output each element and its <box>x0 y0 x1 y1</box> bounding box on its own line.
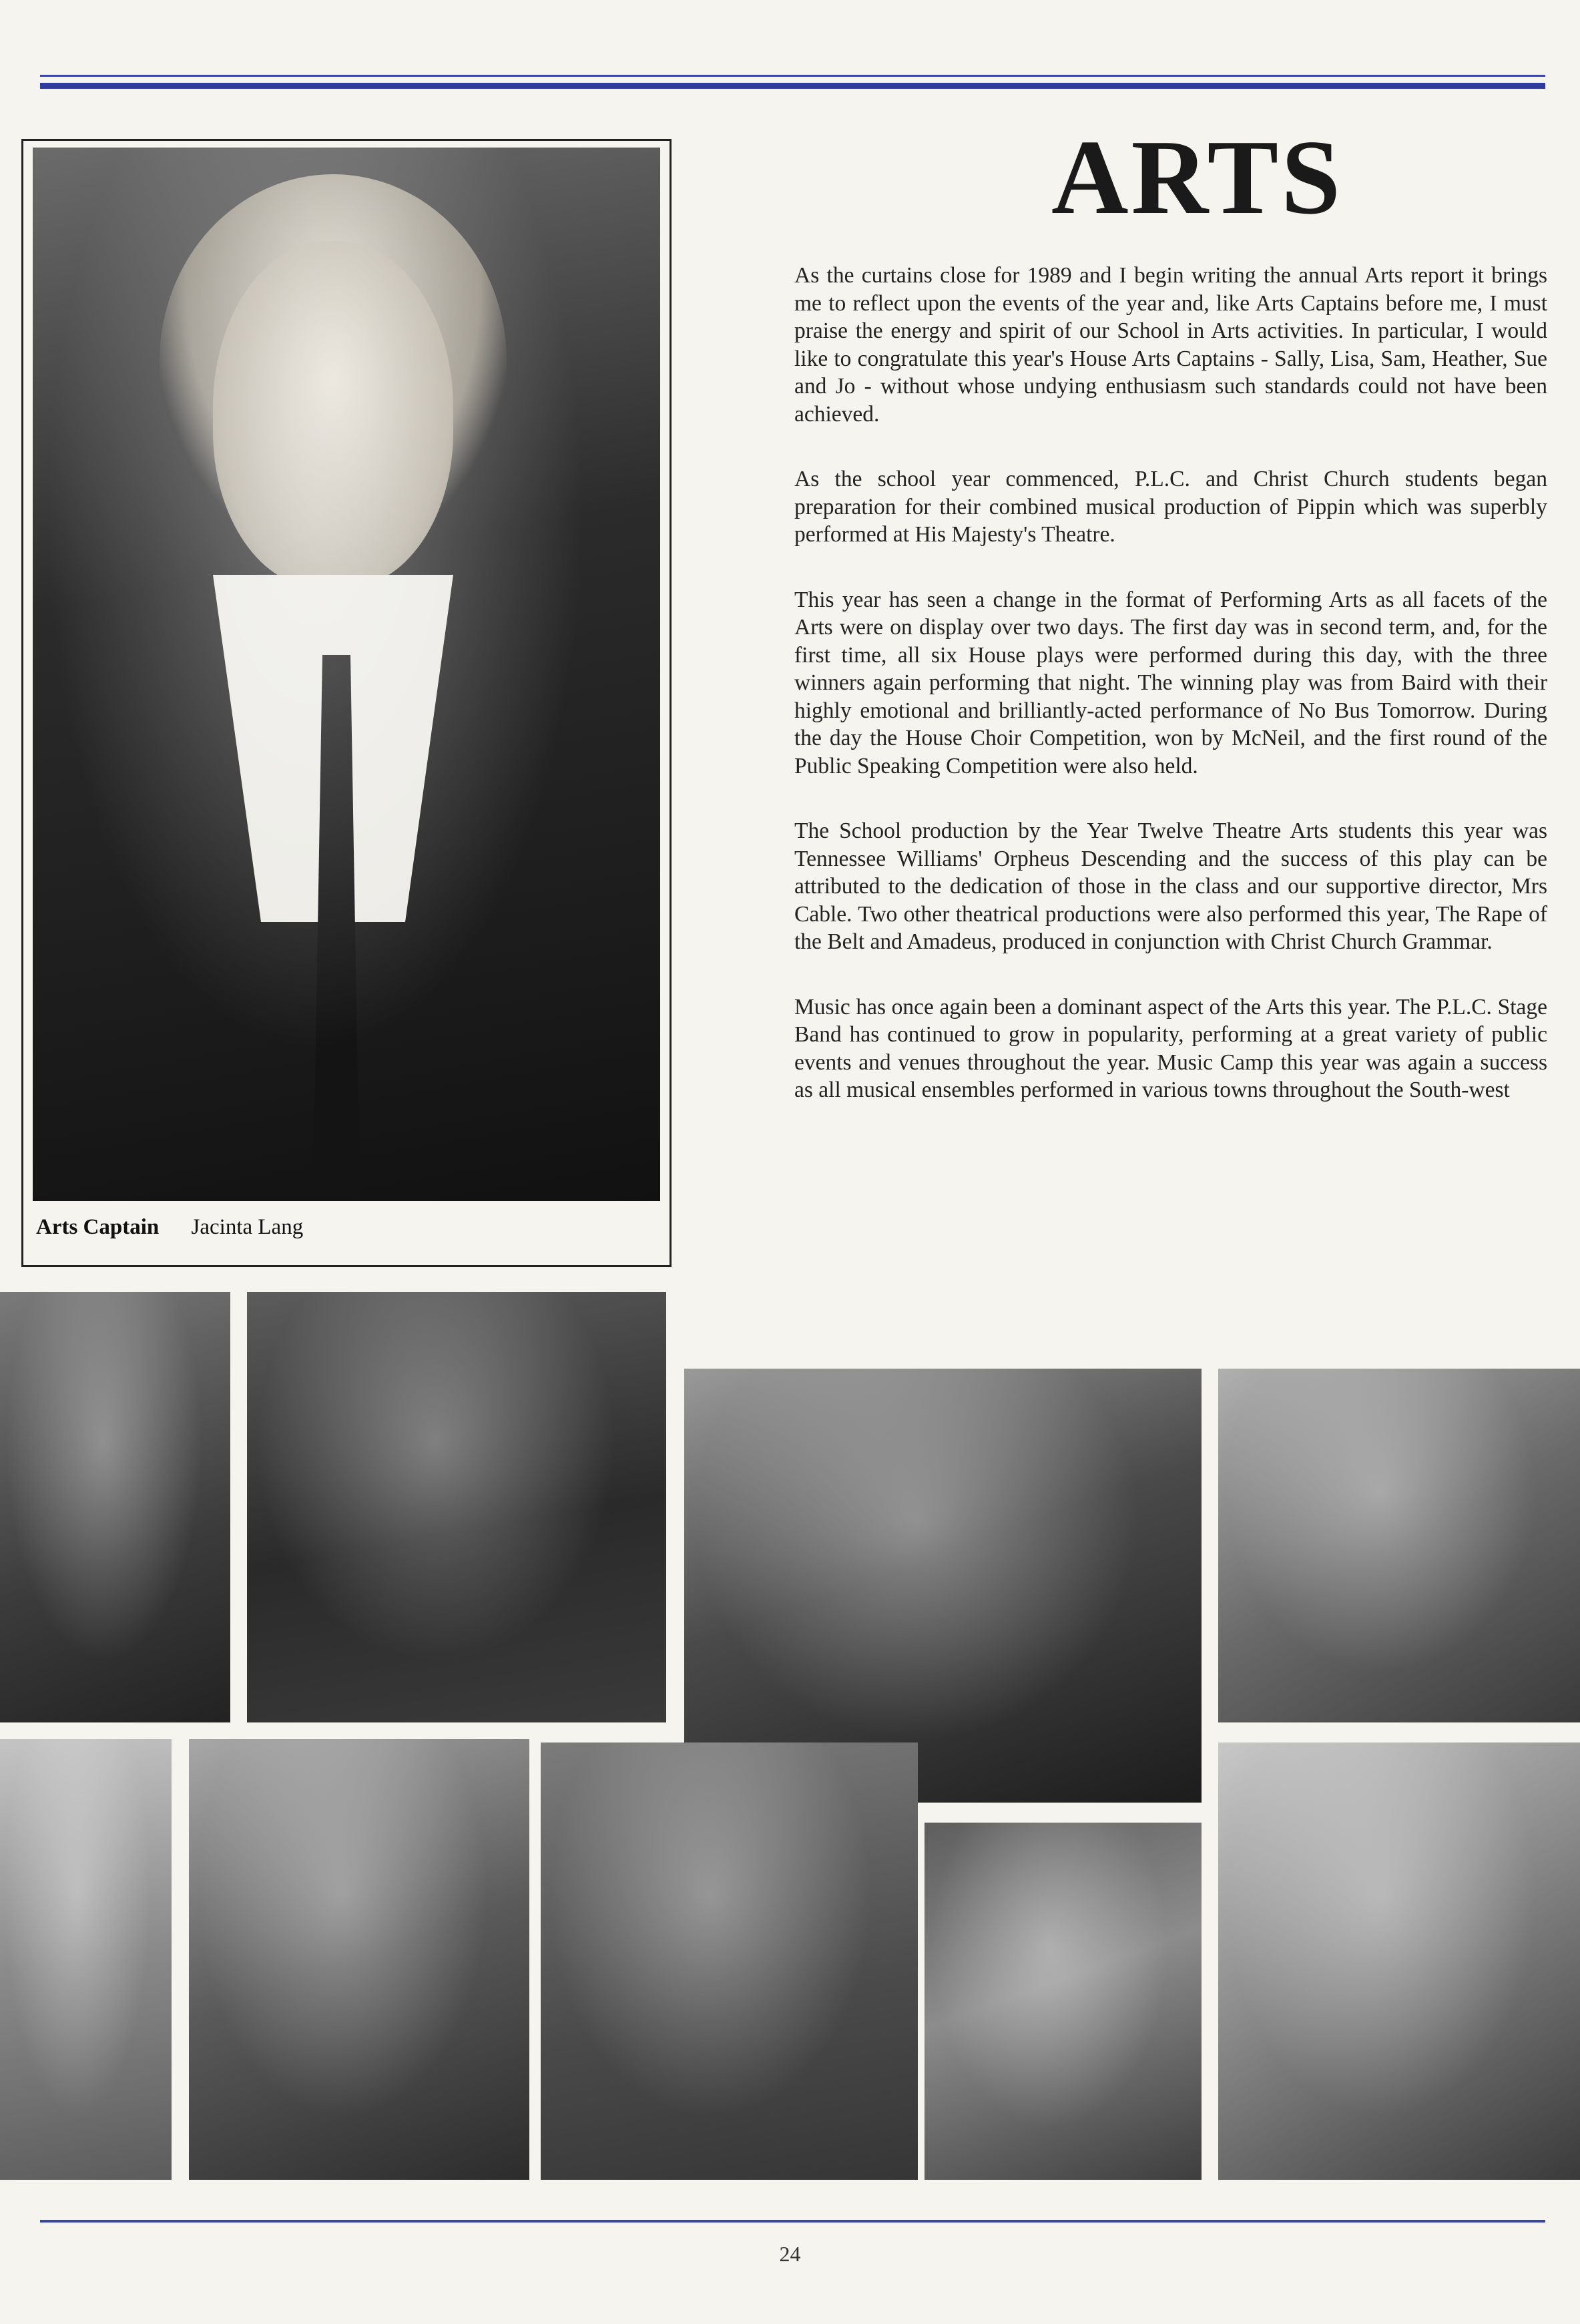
portrait-caption <box>36 1215 303 1240</box>
caption-role: Arts Captain <box>36 1215 160 1239</box>
page-number: 24 <box>779 2242 801 2266</box>
article-paragraph: Music has once again been a dominant aspect of the Arts this year. The P.L.C. Stage Band has continued to grow in popularity, performing at a great variety of public events and venues throughout the year. Music Camp this year was again a success as all musical ensembles performed in various towns throughout the South-west <box>794 994 1547 1102</box>
photo-dancers-stage-light <box>247 1292 666 1722</box>
photo-dancers-stage <box>247 1292 666 1722</box>
photo-dancer-leap-light <box>0 1292 230 1722</box>
photo-makeup-mirror-light <box>1218 1369 1580 1722</box>
portrait-light <box>33 148 660 1201</box>
photo-makeup-mirror <box>1218 1369 1580 1722</box>
photo-face-paint-light <box>925 1823 1202 2180</box>
article-paragraph: This year has seen a change in the format of Performing Arts as all facets of the Arts were on display over two days. The first day was in second term, and, for the first time, all six House plays were performed during this day, with the three winners again performing that night. The winning play was from Baird with their highly emotional and brilliantly-acted performance of No Bus Tomorrow. During the day the House Choir Competition, won by McNeil, and the first round of the Public Speaking Competition were also held. <box>794 587 1547 778</box>
photo-ballet-dancer <box>541 1742 918 2180</box>
photo-trombone-players <box>684 1369 1202 1803</box>
photo-painting-student-light <box>1218 1742 1580 2180</box>
caption-name: Jacinta Lang <box>191 1215 304 1239</box>
article-paragraph: The School production by the Year Twelve Theatre Arts students this year was Tennessee Williams' Orpheus Descending and the success of this play can be attributed to the dedication of those in the class and our supportive director, Mrs Cable. Two other theatrical productions were also performed this year, The Rape of the Belt and Amadeus, produced in conjunction with Christ Church Grammar. <box>794 819 1547 954</box>
photo-artwork-viewers-light <box>189 1739 529 2180</box>
photo-gym-performers <box>0 1739 172 2180</box>
top-rule-thick <box>40 83 1545 89</box>
bottom-rule <box>40 2220 1545 2223</box>
portrait-frame <box>21 139 672 1267</box>
top-rule-thin <box>40 75 1545 77</box>
photo-ballet-dancer-light <box>541 1742 918 2180</box>
photo-dancer-leap <box>0 1292 230 1722</box>
article-paragraph: As the school year commenced, P.L.C. and Christ Church students began preparation for their combined musical production of Pippin which was superbly performed at His Majesty's Theatre. <box>794 467 1547 547</box>
photo-trombone-players-light <box>684 1369 1202 1803</box>
portrait-photo <box>33 148 660 1201</box>
photo-artwork-viewers <box>189 1739 529 2180</box>
article-body <box>794 262 1547 1142</box>
photo-gym-performers-light <box>0 1739 172 2180</box>
page-title: ARTS <box>1051 118 1344 236</box>
photo-face-paint <box>925 1823 1202 2180</box>
photo-painting-student <box>1218 1742 1580 2180</box>
article-paragraph: As the curtains close for 1989 and I begin writing the annual Arts report it brings me to reflect upon the events of the year and, like Arts Captains before me, I must praise the energy and spirit of our School in Arts activities. In particular, I would like to congratulate this year's House Arts Captains - Sally, Lisa, Sam, Heather, Sue and Jo - without whose undying enthusiasm such standards could not have been achieved. <box>794 263 1547 427</box>
